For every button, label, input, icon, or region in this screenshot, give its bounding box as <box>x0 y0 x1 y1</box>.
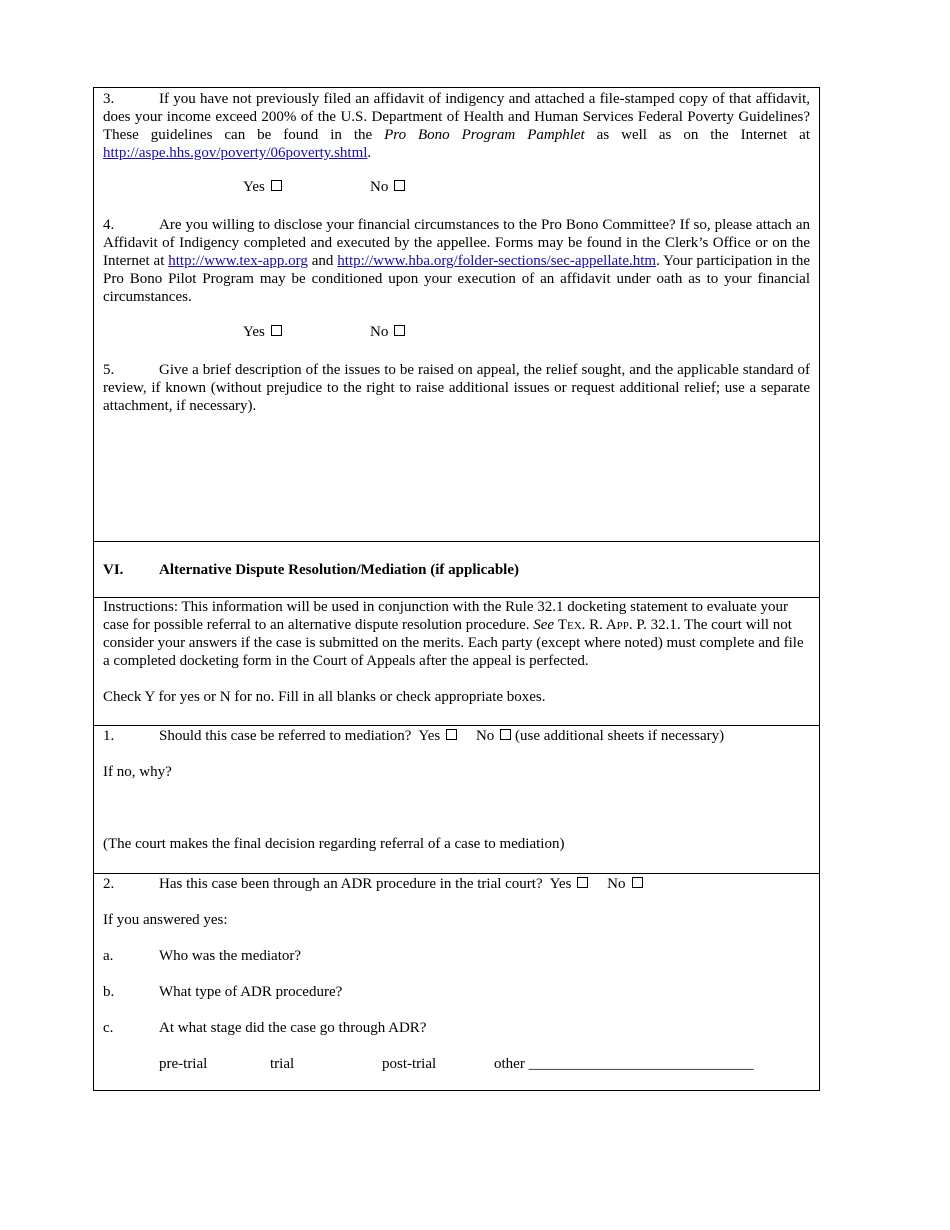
adr-q1-block <box>94 725 819 873</box>
adr-q2-line: 2. Has this case been through an ADR procedure in the trial court? Yes No <box>103 875 810 893</box>
q4-no-checkbox[interactable] <box>394 325 405 336</box>
adr-stage-options <box>103 1055 810 1073</box>
adr-q1-line: 1. Should this case be referred to mediation? Yes No (use additional sheets if necessary) <box>103 728 725 744</box>
q3-text: 3. If you have not previously filed an affidavit of indigency and attached a file-stamped copy of that affidavit, does your income exceed 200% of the U.S. Department of Health and Human Services Federal Poverty Guidelines? These guidelines can be found in the Pro Bono Program Pamphlet as well as on the Internet at http://aspe.hhs.gov/poverty/06poverty.shtml. <box>103 91 810 161</box>
adr-q1-no-checkbox[interactable] <box>500 729 511 740</box>
hba-appellate-link[interactable]: http://www.hba.org/folder-sections/sec-appellate.htm <box>337 253 657 269</box>
adr-q2-sub-a: a. Who was the mediator? <box>103 948 302 964</box>
adr-q2-sub-c: c. At what stage did the case go through ADR? <box>103 1020 427 1036</box>
adr-q2-sub-b: b. What type of ADR procedure? <box>103 984 343 1000</box>
stage-other[interactable]: other ______________________________ <box>494 1056 754 1072</box>
adr-q2-if-yes: If you answered yes: <box>103 912 228 928</box>
q4-yes-option: Yes <box>243 324 282 341</box>
section-v-block <box>94 90 819 542</box>
stage-pre-trial[interactable]: pre-trial <box>159 1056 208 1072</box>
adr-q2-yes-checkbox[interactable] <box>577 877 588 888</box>
adr-q2-no-checkbox[interactable] <box>632 877 643 888</box>
stage-trial[interactable]: trial <box>270 1056 295 1072</box>
q4-text: 4. Are you willing to disclose your financial circumstances to the Pro Bono Committee? If so, please attach an Affidavit of Indigency completed and executed by the appellee. Forms may be found in the Clerk’s Office or on the Internet at http://www.tex-app.org and http://www.hba.org/folder-sections/sec-appellate.htm. Your participation in the Pro Bono Pilot Program may be conditioned upon your execution of an affidavit under oath as to your financial circumstances. <box>103 217 810 305</box>
q3-yes-checkbox[interactable] <box>271 180 282 191</box>
check-note: Check Y for yes or N for no. Fill in all blanks or check appropriate boxes. <box>103 689 546 705</box>
q3-no-option: No <box>370 179 405 196</box>
q5-text: 5. Give a brief description of the issues to be raised on appeal, the relief sought, and the applicable standard of review, if known (without prejudice to the right to raise additional issues or request additional relief; use a separate attachment, if necessary). <box>103 362 810 414</box>
stage-post-trial[interactable]: post-trial <box>382 1056 437 1072</box>
adr-q1-yes-checkbox[interactable] <box>446 729 457 740</box>
section-vi-title: VI. Alternative Dispute Resolution/Mediation (if applicable) <box>103 562 519 578</box>
tex-app-link[interactable]: http://www.tex-app.org <box>168 253 308 269</box>
adr-q2-block <box>94 873 819 1091</box>
q3-yes-option: Yes <box>243 179 282 196</box>
q3-no-checkbox[interactable] <box>394 180 405 191</box>
poverty-guidelines-link[interactable]: http://aspe.hhs.gov/poverty/06poverty.shtml <box>103 145 368 161</box>
adr-q1-court-note: (The court makes the final decision regarding referral of a case to mediation) <box>103 836 565 852</box>
q4-yes-checkbox[interactable] <box>271 325 282 336</box>
adr-q1-if-no: If no, why? <box>103 764 172 780</box>
docketing-form-frame <box>93 87 820 1091</box>
section-vi-heading <box>94 541 819 597</box>
other-blank[interactable]: ______________________________ <box>528 1056 754 1072</box>
q4-no-option: No <box>370 324 405 341</box>
instructions-block <box>94 597 819 725</box>
instructions-text: Instructions: This information will be used in conjunction with the Rule 32.1 docketing statement to evaluate your case for possible referral to an alternative dispute resolution procedure. See Tex. R. App. P. 32.1. The court will not consider your answers if the case is submitted on the merits. Each party (except where noted) must complete and file a completed docketing form in the Court of Appeals after the appeal is perfected. <box>103 599 804 669</box>
